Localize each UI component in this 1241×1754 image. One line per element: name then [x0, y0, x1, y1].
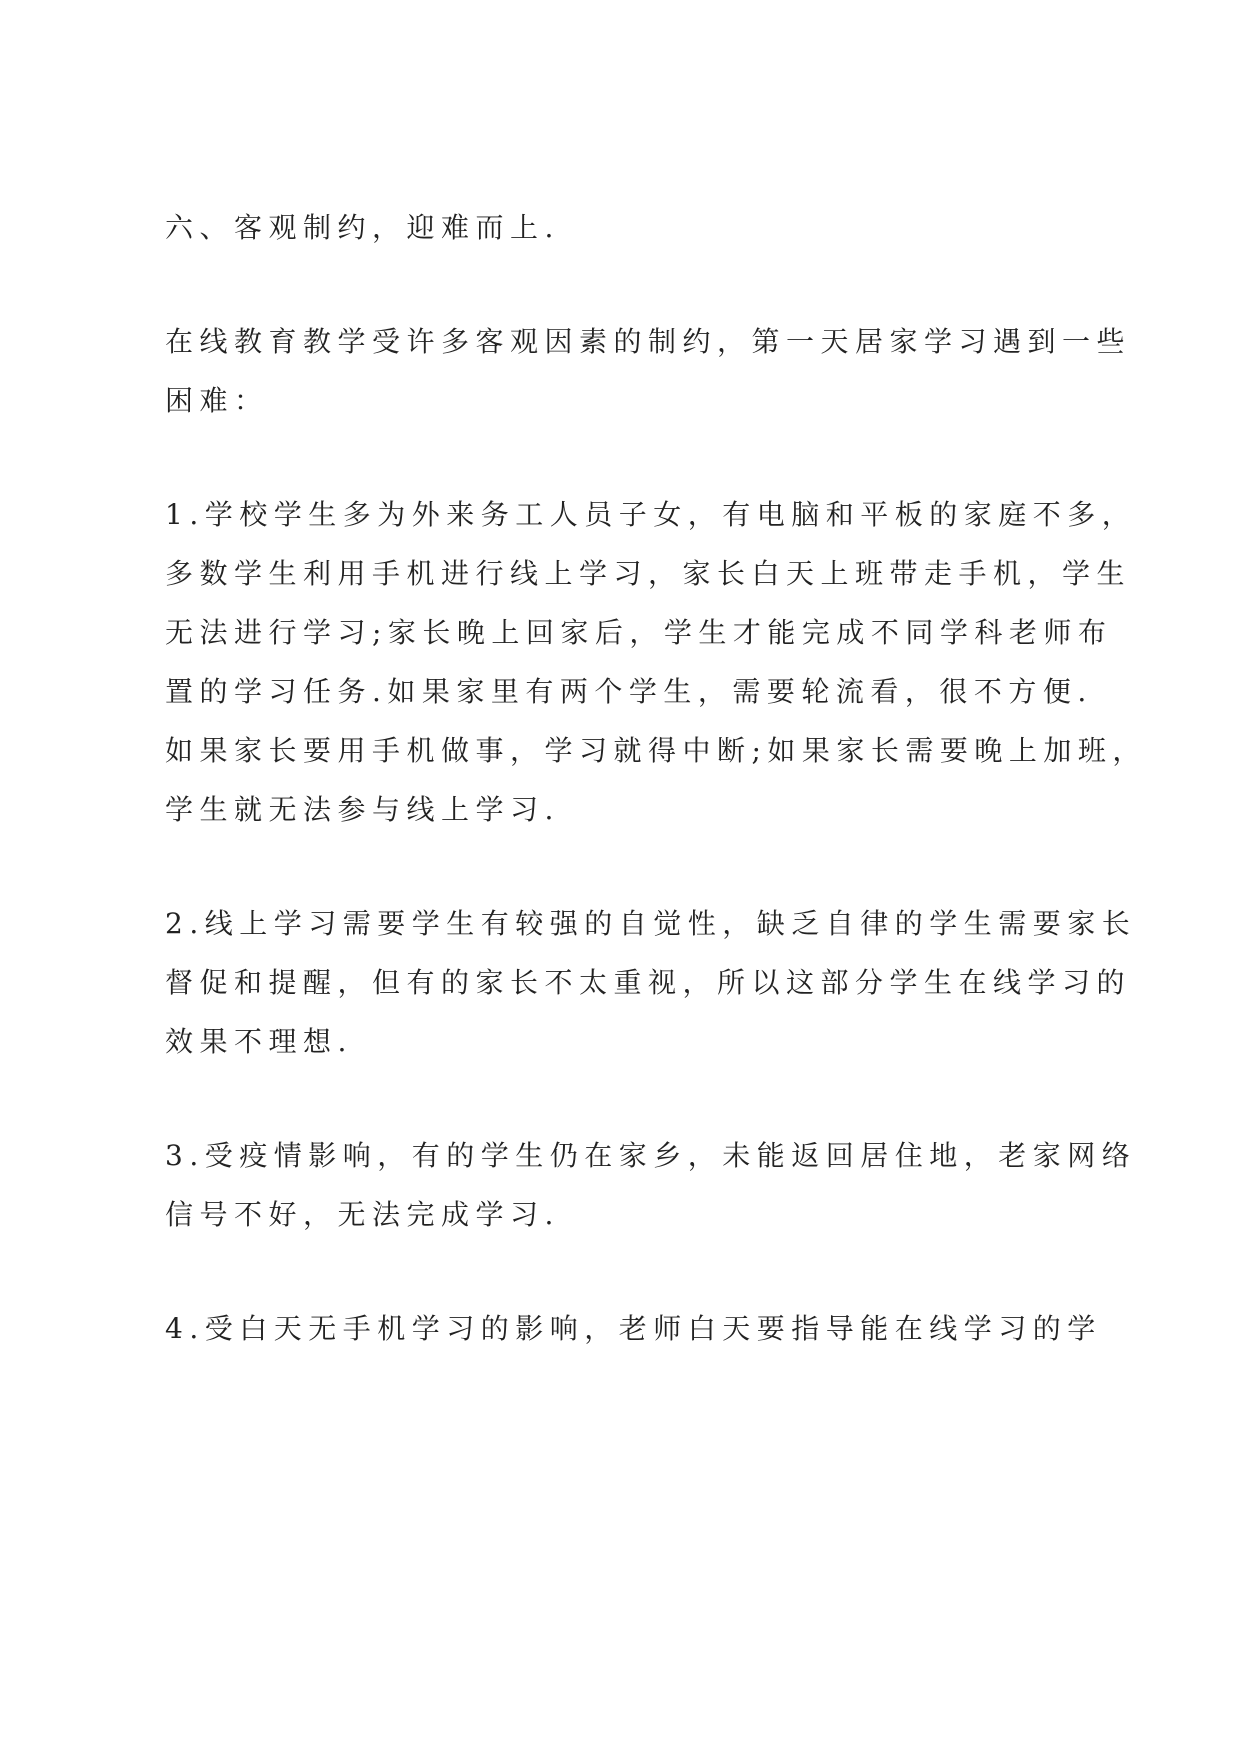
paragraph-line: 困难： [165, 384, 269, 417]
paragraph-line: 在线教育教学受许多客观因素的制约，第一天居家学习遇到一些 [165, 325, 1132, 358]
paragraph-line: 如果家长要用手机做事，学习就得中断;如果家长需要晚上加班， [165, 734, 1147, 767]
paragraph-line: 学生就无法参与线上学习. [165, 793, 560, 826]
paragraph-line: 信号不好，无法完成学习. [165, 1198, 560, 1231]
paragraph-line: 多数学生利用手机进行线上学习，家长白天上班带走手机，学生 [165, 557, 1132, 590]
paragraph-line: 2.线上学习需要学生有较强的自觉性，缺乏自律的学生需要家长 [165, 907, 1137, 940]
paragraph-line: 督促和提醒，但有的家长不太重视，所以这部分学生在线学习的 [165, 966, 1132, 999]
paragraph-line: 3.受疫情影响，有的学生仍在家乡，未能返回居住地，老家网络 [165, 1139, 1137, 1172]
paragraph-line: 1.学校学生多为外来务工人员子女，有电脑和平板的家庭不多， [165, 498, 1137, 531]
paragraph-line: 置的学习任务.如果家里有两个学生，需要轮流看，很不方便. [165, 675, 1093, 708]
paragraph-line: 4.受白天无手机学习的影响，老师白天要指导能在线学习的学 [165, 1312, 1102, 1345]
paragraph-line: 无法进行学习;家长晚上回家后，学生才能完成不同学科老师布 [165, 616, 1113, 649]
section-heading: 六、客观制约，迎难而上. [165, 211, 560, 244]
paragraph-line: 效果不理想. [165, 1025, 353, 1058]
